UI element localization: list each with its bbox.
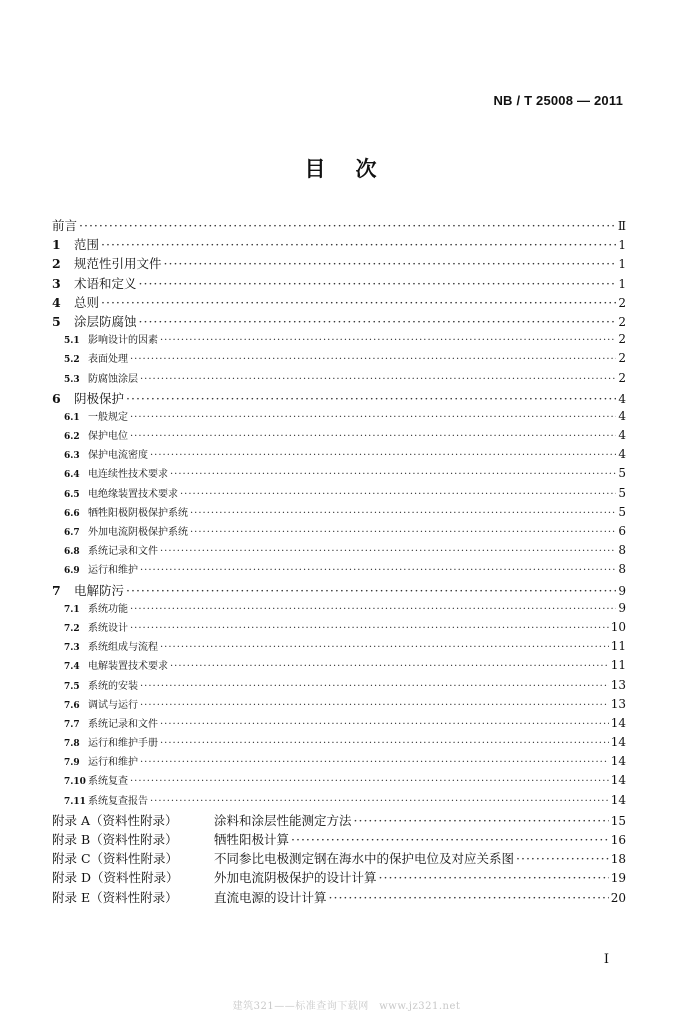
toc-entry-page: 5 <box>618 466 626 481</box>
appendix-label: 附录 E（资料性附录） <box>52 889 178 905</box>
toc-entry-number: 7.6 <box>64 700 80 711</box>
leader-dots <box>139 314 616 329</box>
toc-entry-number: 7 <box>52 582 61 598</box>
toc-entry-number: 6.9 <box>64 566 80 577</box>
toc-entry[interactable] <box>52 370 626 389</box>
toc-entry-label: 牺牲阳极阴极保护系统 <box>88 507 188 519</box>
appendix-page: 19 <box>610 871 626 886</box>
toc-entry-page: 4 <box>618 408 626 423</box>
toc-entry-label: 电解防污 <box>74 582 125 598</box>
appendix-entries <box>52 811 626 907</box>
appendix-page: 18 <box>610 852 626 867</box>
leader-dots <box>516 851 609 866</box>
leader-dots <box>190 508 616 519</box>
appendix-title: 涂料和涂层性能测定方法 <box>214 812 352 828</box>
leader-dots <box>130 431 616 442</box>
toc-entry-label: 运行和维护 <box>88 757 138 769</box>
toc-entry-number: 2 <box>52 256 61 272</box>
leader-dots <box>140 681 609 692</box>
toc-entry-number: 6.6 <box>64 508 80 519</box>
toc-entry-number: 7.4 <box>64 662 80 673</box>
toc-entry-page: 4 <box>618 428 626 443</box>
toc-entry[interactable] <box>52 772 626 791</box>
table-of-contents <box>52 216 626 907</box>
leader-dots <box>130 604 616 615</box>
leader-dots <box>164 256 616 271</box>
toc-entry-number: 7.8 <box>64 739 80 750</box>
toc-entry-page: 2 <box>618 351 626 366</box>
leader-dots <box>160 546 616 557</box>
toc-entry-page: 2 <box>618 332 626 347</box>
toc-entry[interactable] <box>52 542 626 561</box>
toc-entry[interactable] <box>52 485 626 504</box>
leader-dots <box>160 719 609 730</box>
toc-entry-label: 保护电位 <box>88 431 128 443</box>
leader-dots <box>291 832 609 847</box>
toc-entry[interactable] <box>52 657 626 676</box>
leader-dots <box>130 623 609 634</box>
appendix-title: 直流电源的设计计算 <box>214 889 327 905</box>
toc-entry-label: 范围 <box>74 237 100 253</box>
toc-entry-number: 6.2 <box>64 432 80 443</box>
toc-entry-label: 术语和定义 <box>74 275 137 291</box>
toc-entry[interactable] <box>52 638 626 657</box>
toc-entry-label: 系统的安装 <box>88 680 138 692</box>
leader-dots <box>130 354 616 365</box>
appendix-title: 外加电流阴极保护的设计计算 <box>214 870 377 886</box>
toc-entry-label: 阴极保护 <box>74 390 125 406</box>
toc-entry-label: 规范性引用文件 <box>74 256 162 272</box>
toc-entry-number: 5.3 <box>64 374 80 385</box>
toc-entry[interactable] <box>52 293 626 312</box>
toc-entry-number: 6.5 <box>64 489 80 500</box>
toc-entry[interactable] <box>52 792 626 811</box>
toc-entry-page: 1 <box>618 276 626 291</box>
leader-dots <box>130 776 609 787</box>
leader-dots <box>140 565 616 576</box>
toc-entry[interactable] <box>52 389 626 408</box>
toc-entry[interactable] <box>52 408 626 427</box>
leader-dots <box>160 738 609 749</box>
leader-dots <box>160 642 609 653</box>
leader-dots <box>329 890 609 905</box>
toc-entry-number: 6 <box>52 390 61 406</box>
toc-entry[interactable] <box>52 312 626 331</box>
toc-entry[interactable] <box>52 504 626 523</box>
toc-entry-number: 1 <box>52 237 61 253</box>
toc-entry-number: 7.10 <box>64 777 86 788</box>
toc-entry-number: 6.8 <box>64 547 80 558</box>
toc-entry-number: 3 <box>52 275 61 291</box>
leader-dots <box>379 870 609 885</box>
toc-entry-label: 电解装置技术要求 <box>88 661 168 673</box>
appendix-entry[interactable] <box>52 830 626 849</box>
appendix-label: 附录 B（资料性附录） <box>52 832 178 847</box>
toc-entry-page: 9 <box>618 583 626 598</box>
appendix-entry[interactable] <box>52 888 626 907</box>
leader-dots <box>140 700 609 711</box>
leader-dots <box>140 374 616 385</box>
toc-entry-label: 运行和维护 <box>88 565 138 577</box>
appendix-title: 牺牲阳极计算 <box>214 832 290 847</box>
toc-entry-number: 4 <box>52 294 61 310</box>
standard-code: NB / T 25008 — 2011 <box>493 93 623 108</box>
leader-dots <box>140 757 609 768</box>
toc-entry-page: Ⅱ <box>617 219 626 233</box>
appendix-page: 20 <box>610 890 626 905</box>
leader-dots <box>180 489 616 500</box>
leader-dots <box>126 391 616 406</box>
toc-entry[interactable] <box>52 446 626 465</box>
toc-entry[interactable] <box>52 216 626 235</box>
toc-entry[interactable] <box>52 696 626 715</box>
toc-entry-page: 9 <box>618 600 626 615</box>
toc-entry-page: 13 <box>610 696 626 711</box>
appendix-title: 不同参比电极测定钢在海水中的保护电位及对应关系图 <box>214 851 515 867</box>
toc-entry-label: 前言 <box>52 218 78 233</box>
leader-dots <box>130 412 616 423</box>
toc-entry[interactable] <box>52 677 626 696</box>
toc-entry[interactable] <box>52 254 626 273</box>
toc-entry-page: 8 <box>618 562 626 577</box>
toc-entry-number: 7.5 <box>64 681 80 692</box>
toc-entries <box>52 216 626 811</box>
leader-dots <box>79 218 616 233</box>
leader-dots <box>101 237 616 252</box>
leader-dots <box>101 295 616 310</box>
toc-entry-label: 表面处理 <box>88 354 128 366</box>
toc-entry-page: 13 <box>610 677 626 692</box>
toc-entry-page: 6 <box>618 524 626 538</box>
toc-entry-page: 2 <box>618 295 626 310</box>
toc-entry-label: 系统功能 <box>88 603 128 615</box>
toc-entry-label: 涂层防腐蚀 <box>74 313 137 329</box>
toc-entry-page: 5 <box>618 485 626 500</box>
toc-entry[interactable] <box>52 619 626 638</box>
toc-entry-page: 14 <box>610 754 626 769</box>
appendix-page: 16 <box>610 833 626 847</box>
toc-entry-label: 电连续性技术要求 <box>88 469 168 481</box>
toc-entry-label: 系统组成与流程 <box>88 642 158 654</box>
toc-entry-label: 一般规定 <box>88 411 128 423</box>
toc-entry[interactable] <box>52 715 626 734</box>
toc-entry-label: 系统设计 <box>88 622 128 634</box>
toc-entry-label: 系统记录和文件 <box>88 546 158 558</box>
leader-dots <box>170 469 616 480</box>
appendix-entry[interactable] <box>52 849 626 868</box>
toc-entry-page: 4 <box>618 391 626 406</box>
toc-entry[interactable] <box>52 561 626 580</box>
toc-entry-page: 11 <box>610 658 626 673</box>
leader-dots <box>139 276 616 291</box>
toc-entry[interactable] <box>52 753 626 772</box>
toc-entry-number: 7.11 <box>64 796 86 807</box>
appendix-label: 附录 A（资料性附录） <box>52 812 178 828</box>
toc-entry-number: 5 <box>52 313 61 329</box>
appendix-page: 15 <box>610 813 626 828</box>
toc-entry-label: 电绝缘装置技术要求 <box>88 488 178 500</box>
toc-entry-page: 1 <box>618 257 626 272</box>
toc-entry[interactable] <box>52 465 626 484</box>
leader-dots <box>190 527 616 538</box>
toc-entry-page: 8 <box>618 543 626 558</box>
toc-entry-label: 外加电流阴极保护系统 <box>88 527 188 538</box>
leader-dots <box>170 661 609 672</box>
toc-entry[interactable] <box>52 581 626 600</box>
toc-entry-label: 总则 <box>74 294 100 310</box>
toc-entry-page: 1 <box>618 238 626 253</box>
toc-entry-label: 系统复查报告 <box>88 795 148 807</box>
toc-entry-page: 5 <box>618 504 626 519</box>
toc-entry-page: 2 <box>618 314 626 329</box>
toc-entry[interactable] <box>52 331 626 350</box>
toc-entry[interactable] <box>52 427 626 446</box>
toc-entry-page: 14 <box>610 735 626 750</box>
toc-entry-number: 7.2 <box>64 623 80 634</box>
toc-entry-number: 7.7 <box>64 719 80 730</box>
page-title: 目次 <box>304 156 407 181</box>
toc-entry-page: 11 <box>610 639 626 654</box>
toc-entry-label: 防腐蚀涂层 <box>88 373 138 385</box>
leader-dots <box>126 583 616 598</box>
page-folio: I <box>603 952 609 967</box>
appendix-label: 附录 C（资料性附录） <box>52 851 179 867</box>
toc-entry-page: 14 <box>610 715 626 730</box>
toc-entry-number: 6.7 <box>64 528 80 538</box>
appendix-entry[interactable] <box>52 868 626 887</box>
leader-dots <box>150 450 616 461</box>
leader-dots <box>150 796 609 807</box>
toc-entry-number: 5.2 <box>64 355 80 366</box>
toc-entry[interactable] <box>52 235 626 254</box>
toc-entry-page: 2 <box>618 370 626 385</box>
toc-entry-page: 14 <box>610 773 626 788</box>
leader-dots <box>354 813 609 828</box>
toc-entry-label: 调试与运行 <box>88 699 138 711</box>
toc-entry-page: 4 <box>618 447 626 462</box>
toc-entry[interactable] <box>52 523 626 542</box>
toc-entry-label: 影响设计的因素 <box>88 335 158 347</box>
toc-entry-number: 7.3 <box>64 643 80 654</box>
toc-entry[interactable] <box>52 734 626 753</box>
toc-entry-number: 7.9 <box>64 758 80 769</box>
toc-entry-number: 6.4 <box>64 470 80 481</box>
watermark: 建筑321——标准查询下载网 www.jz321.net <box>232 1001 461 1012</box>
toc-entry-page: 10 <box>610 619 626 634</box>
toc-entry-label: 运行和维护手册 <box>88 738 158 750</box>
toc-entry-number: 6.1 <box>64 412 80 423</box>
toc-entry[interactable] <box>52 350 626 369</box>
appendix-entry[interactable] <box>52 811 626 830</box>
toc-entry-number: 7.1 <box>64 604 80 615</box>
toc-entry-label: 保护电流密度 <box>88 450 148 462</box>
toc-entry-number: 6.3 <box>64 451 80 462</box>
toc-entry-label: 系统记录和文件 <box>88 718 158 730</box>
appendix-label: 附录 D（资料性附录） <box>52 870 179 886</box>
toc-entry[interactable] <box>52 600 626 619</box>
toc-entry-label: 系统复查 <box>88 776 128 788</box>
toc-entry-page: 14 <box>610 792 626 807</box>
toc-entry-number: 5.1 <box>64 336 80 347</box>
leader-dots <box>160 335 616 346</box>
toc-entry[interactable] <box>52 274 626 293</box>
